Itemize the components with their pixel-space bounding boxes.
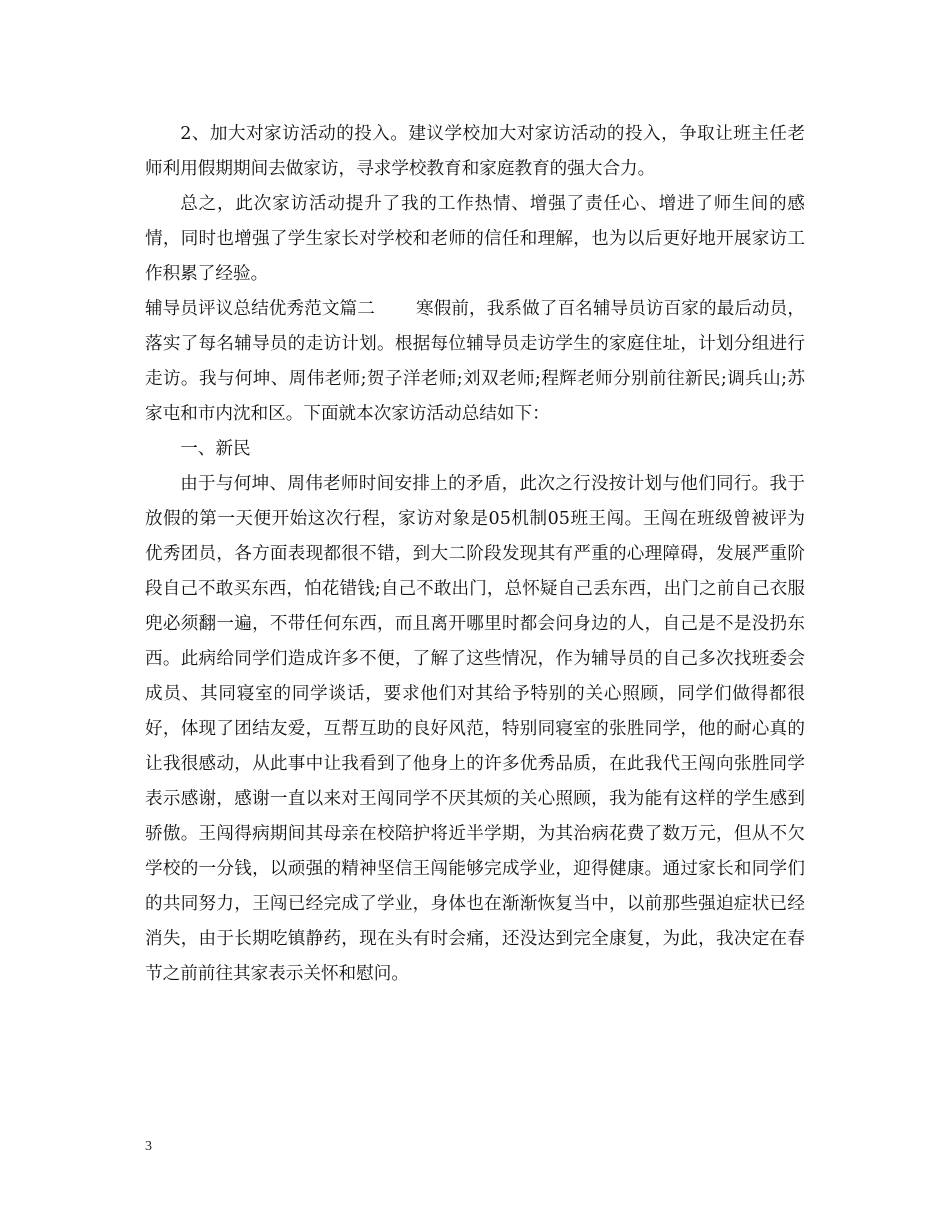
paragraph-family-visit-investment: 2、加大对家访活动的投入。建议学校加大对家访活动的投入，争取让班主任老师利用假期期间去做家访，寻求学校教育和家庭教育的强大合力。 (145, 124, 805, 179)
document-body (145, 117, 805, 992)
paragraph-section-two (145, 292, 805, 432)
paragraph-summary: 总之，此次家访活动提升了我的工作热情、增强了责任心、增进了师生间的感情，同时也增强了学生家长对学校和老师的信任和理解，也为以后更好地开展家访工作积累了经验。 (145, 194, 805, 284)
heading-gap (375, 299, 416, 319)
paragraph-wang-chuang-visit: 由于与何坤、周伟老师时间安排上的矛盾，此次之行没按计划与他们同行。我于放假的第一天便开始这次行程，家访对象是05机制05班王闯。王闯在班级曾被评为优秀团员，各方面表现都很不错，到大二阶段发现其有严重的心理障碍，发展严重阶段自己不敢买东西，怕花错钱;自己不敢出门，总怀疑自己丢东西，出门之前自己衣服兜必须翻一遍，不带任何东西，而且离开哪里时都会问身边的人，自己是不是没扔东西。此病给同学们造成许多不便，了解了这些情况，作为辅导员的自己多次找班委会成员、其同寝室的同学谈话，要求他们对其给予特别的关心照顾，同学们做得都很好，体现了团结友爱，互帮互助的良好风范，特别同寝室的张胜同学，他的耐心真的让我很感动，从此事中让我看到了他身上的许多优秀品质，在此我代王闯向张胜同学表示感谢，感谢一直以来对王闯同学不厌其烦的关心照顾，我为能有这样的学生感到骄傲。王闯得病期间其母亲在校陪护将近半学期，为其治病花费了数万元，但从不欠学校的一分钱，以顽强的精神坚信王闯能够完成学业，迎得健康。通过家长和同学们的共同努力，王闯已经完成了学业，身体也在渐渐恢复当中，以前那些强迫症状已经消失，由于长期吃镇静药，现在头有时会痛，还没达到完全康复，为此，我决定在春节之前前往其家表示关怀和慰问。 (145, 474, 805, 984)
page-number: 3 (145, 1139, 152, 1154)
subsection-heading-xinmin: 一、新民 (180, 439, 251, 459)
paragraph-text: 寒假前，我系做了百名辅导员访百家的最后动员，落实了每名辅导员的走访计划。根据每位辅导员走访学生的家庭住址，计划分组进行走访。我与何坤、周伟老师;贺子洋老师;刘双老师;程辉老师分别前往新民;调兵山;苏家屯和市内沈和区。下面就本次家访活动总结如下： (145, 299, 805, 424)
section-heading: 辅导员评议总结优秀范文篇二 (145, 299, 375, 319)
